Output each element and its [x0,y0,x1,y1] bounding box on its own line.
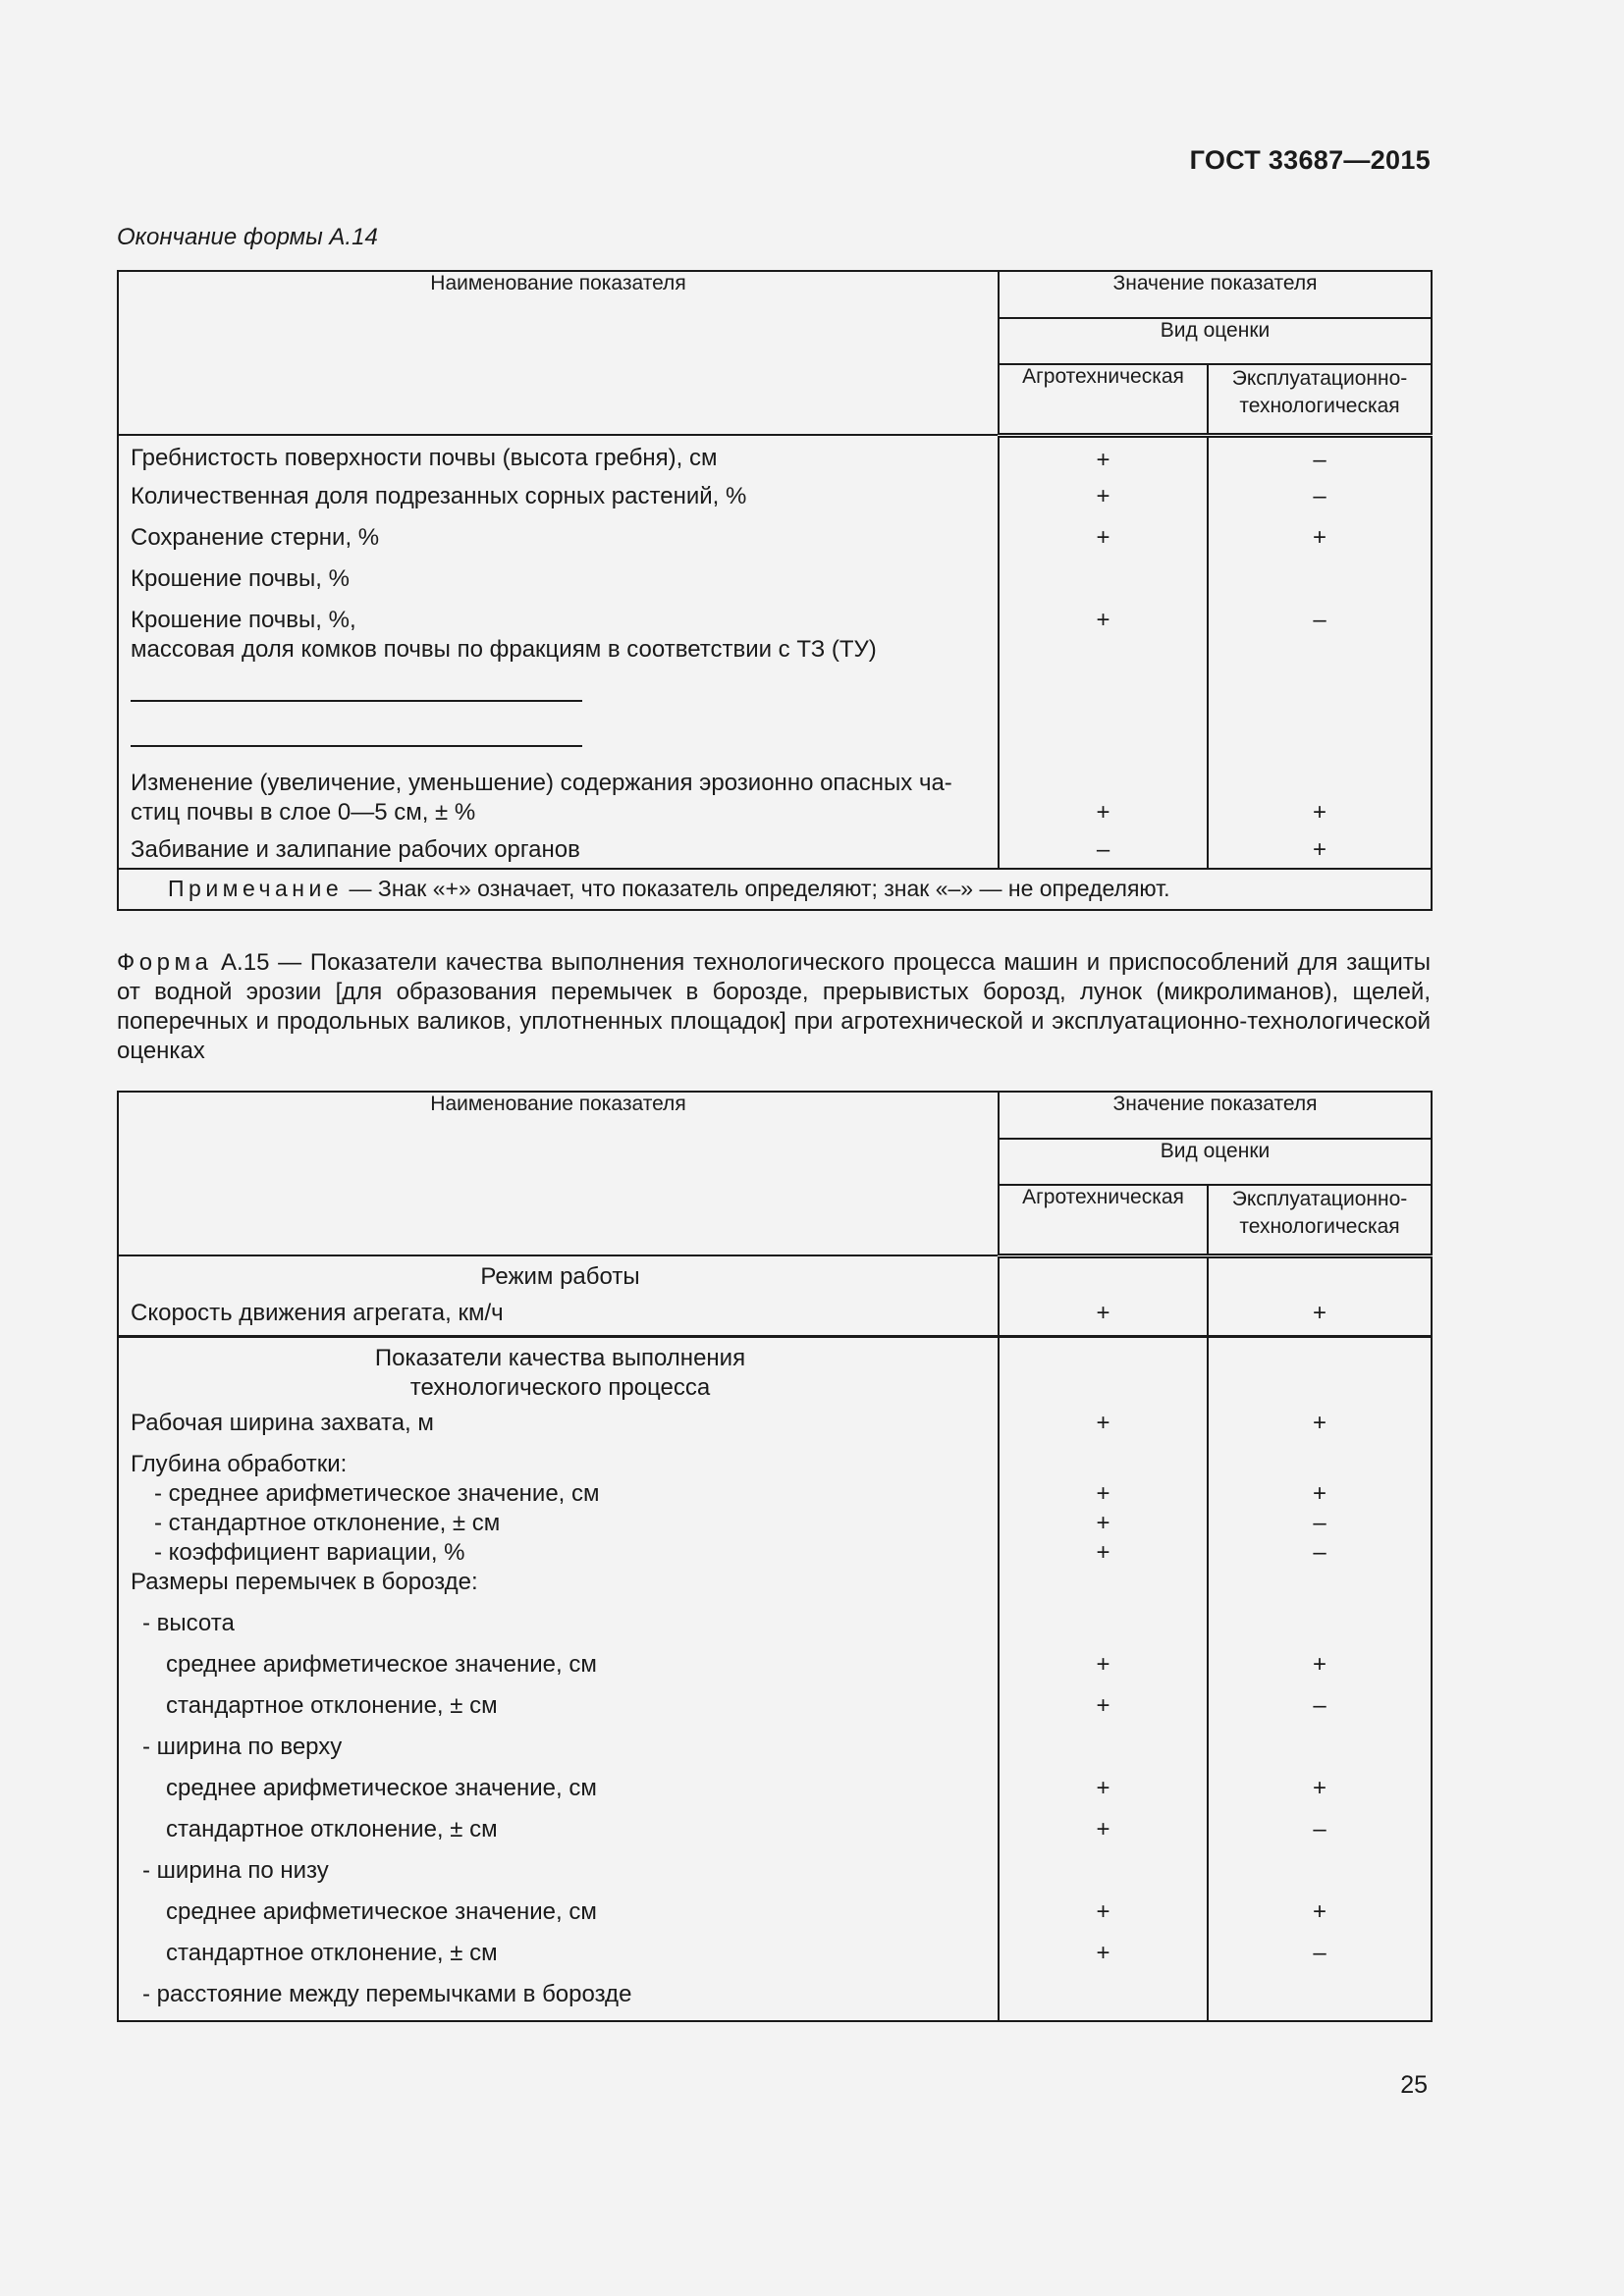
header-col-operational: Эксплуатационно-технологическая [1208,364,1432,435]
table-row: Рабочая ширина захвата, м + + [118,1407,1432,1448]
table-form-a15 [117,1091,1433,2022]
table-row: Забивание и залипание рабочих органов – + [118,831,1432,869]
table-note [118,869,1432,910]
note-text: — Знак «+» означает, что показатель определяют; знак «–» — не определяют. [343,876,1170,901]
table-row: - ширина по верху [118,1733,1432,1774]
table-row: стандартное отклонение, ± см + – [118,1939,1432,1980]
table-row: Скорость движения агрегата, км/ч + + [118,1297,1432,1336]
page-number: 25 [1400,2071,1428,2099]
header-value-group: Значение показателя [999,271,1432,318]
table-row: Глубина обработки: - среднее арифметическое значение, см - стандартное отклонение, ± см - коэффициент вариации, % + + + + – – [118,1448,1432,1568]
document-code: ГОСТ 33687—2015 [1189,145,1431,175]
blank-line [131,721,582,747]
table-row: Крошение почвы, %, массовая доля комков почвы по фракциям в соответствии с ТЗ (ТУ) + – [118,600,1432,769]
table-row: Сохранение стерни, % + + [118,517,1432,559]
table1-caption: Окончание формы А.14 [117,224,378,250]
table-row: Изменение (увеличение, уменьшение) содержания эрозионно опасных ча- стиц почвы в слое 0—5 см, ± % + + [118,769,1432,831]
table-row: среднее арифметическое значение, см + + [118,1650,1432,1691]
blank-line [131,676,582,702]
header-value-group: Значение показателя [999,1092,1432,1139]
table-form-a14-end [117,270,1433,911]
header-col-agrotechnical: Агротехническая [999,364,1208,435]
table-row: Крошение почвы, % [118,559,1432,600]
header-col-operational: Эксплуатационно-технологическая [1208,1185,1432,1255]
header-kind-group: Вид оценки [999,318,1432,364]
form-a15-title: Форма А.15 — Показатели качества выполнения технологического процесса машин и приспособлений для защиты от водной эрозии [для образования перемычек в борозде, прерывистых борозд, лунок (микролиманов), щелей, поперечных и продольных валиков, уплотненных площадок] при агротехнической и эксплуатационно-технологической оценках [117,949,1431,1064]
header-indicator-name: Наименование показателя [118,1092,999,1255]
table-row: - расстояние между перемычками в борозде [118,1980,1432,2021]
table-row: - ширина по низу [118,1856,1432,1897]
table-row: Количественная доля подрезанных сорных растений, % + – [118,476,1432,517]
table-row: - высота [118,1609,1432,1650]
header-col-agrotechnical: Агротехническая [999,1185,1208,1255]
table-row: Размеры перемычек в борозде: [118,1568,1432,1609]
header-kind-group: Вид оценки [999,1139,1432,1185]
table-row: Гребнистость поверхности почвы (высота гребня), см + – [118,435,1432,476]
table-row: стандартное отклонение, ± см + – [118,1691,1432,1733]
section-title-row: Показатели качества выполнения технологического процесса [118,1336,1432,1407]
section-title-row: Режим работы [118,1255,1432,1297]
table-row: среднее арифметическое значение, см + + [118,1774,1432,1815]
table-row: среднее арифметическое значение, см + + [118,1897,1432,1939]
header-indicator-name: Наименование показателя [118,271,999,435]
table-row: стандартное отклонение, ± см + – [118,1815,1432,1856]
note-label: Примечание [168,876,344,901]
